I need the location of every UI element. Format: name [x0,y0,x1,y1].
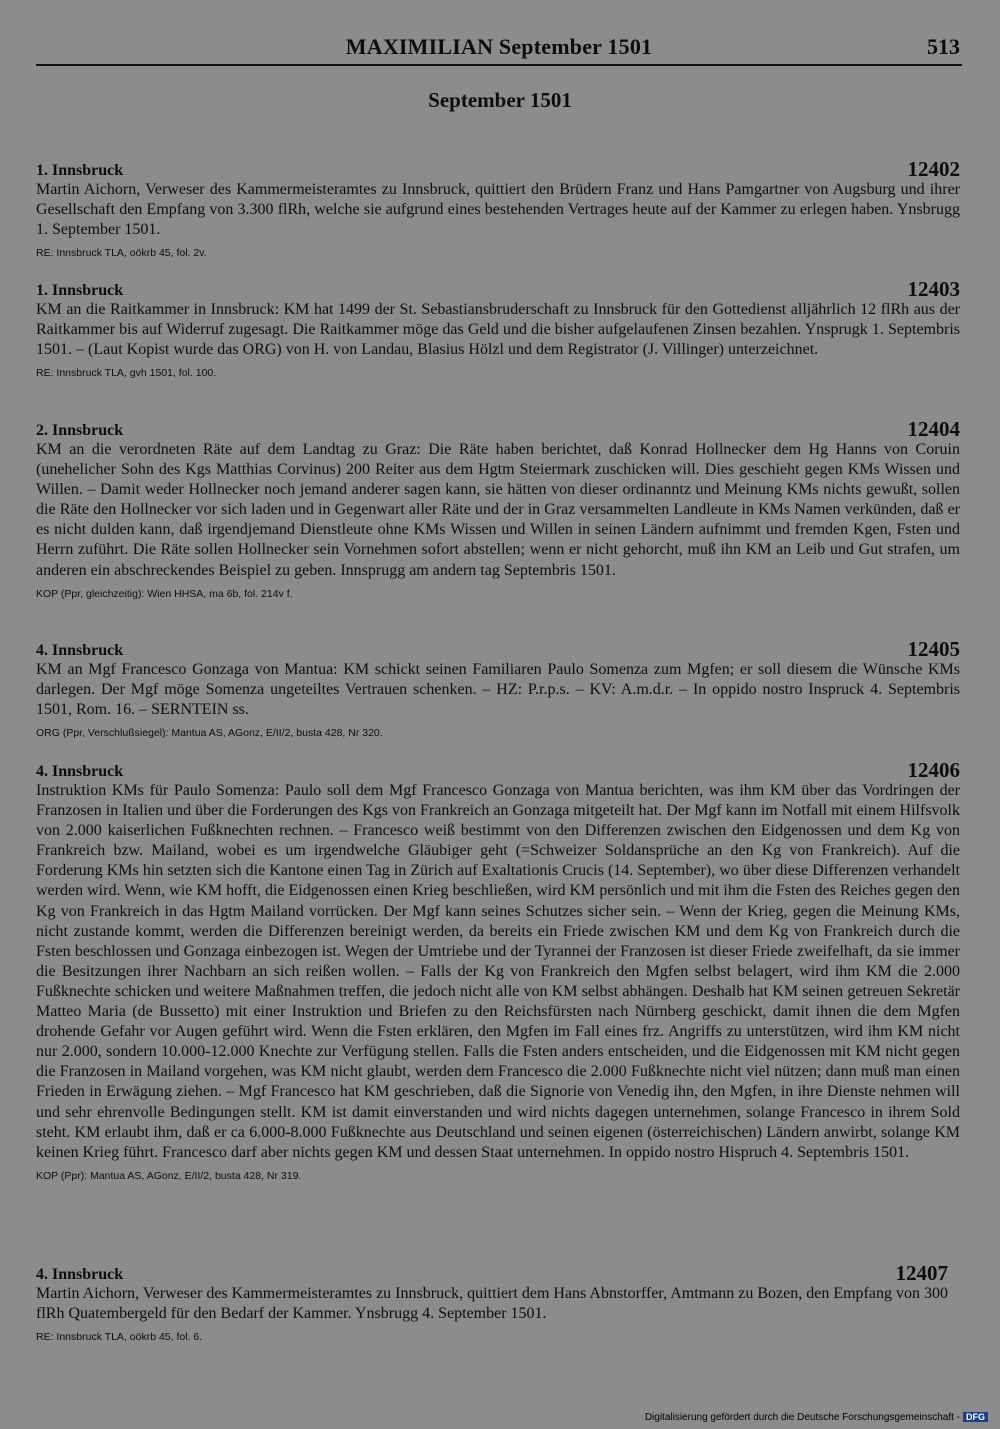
entry-source: KOP (Ppr): Mantua AS, AGonz, E/II/2, busta 428, Nr 319. [36,1169,302,1182]
entry-date-place: 1. Innsbruck [36,282,124,299]
entry-header [36,638,960,660]
entry-date-place: 4. Innsbruck [36,642,124,659]
entry-source: RE: Innsbruck TLA, gvh 1501, fol. 100. [36,367,217,380]
footer-text: Digitalisierung gefördert durch die Deutsche Forschungsgemeinschaft - [644,1412,960,1423]
page-number: 513 [927,34,960,59]
section-title: September 1501 [428,88,572,112]
entry-number: 12403 [907,277,960,301]
entry-text: KM an Mgf Francesco Gonzaga von Mantua: KM schickt seinen Familiaren Paulo Somenza zum Mgfen; er soll diesem die Wünsche KMs darlegen. Der Mgf möge Somenza ungeteiltes Vertrauen schenken. – HZ: P.r.p.s. – KV: A.m.d.r. – In oppido nostro Inspruck 4. Septembris 1501, Rom. 16. – SERNTEIN ss. [36,661,960,719]
entry-header [36,278,960,300]
running-head [36,34,962,66]
regest-entry [36,1262,948,1344]
entry-date-place: 1. Innsbruck [36,162,124,179]
entry-source: RE: Innsbruck TLA, oökrb 45, fol. 2v. [36,247,207,260]
entry-number: 12406 [907,758,960,782]
entry-source: RE: Innsbruck TLA, oökrb 45, fol. 6. [36,1331,203,1344]
entry-header [36,759,960,781]
regest-entry [36,759,960,1183]
entry-number: 12407 [895,1261,948,1285]
entry-text: Instruktion KMs für Paulo Somenza: Paulo soll dem Mgf Francesco Gonzaga von Mantua berichten, was ihm KM über das Vordringen der Franzosen in Italien und über die Forderungen des Kgs von Frankreich an Gonzaga mitgeteilt hat. Der Mgf kann im Notfall mit einem Hilfsvolk von 2.000 kaiserlichen Fußknechten rechnen. – Francesco weiß bestimmt von den Differenzen zwischen den Eidgenossen und dem Kg von Frankreich bzw. Mailand, wobei es um irgendwelche Gläubiger geht (=Schweizer Soldansprüche an den Kg von Frankreich). Auf die Forderung KMs hin setzten sich die Kantone einen Tag in Zürich auf Exaltationis Crucis (14. September), wo über diese Differenzen verhandelt werden wird. Wenn, wie KM hofft, die Eidgenossen einen Krieg beschließen, wird KM persönlich und mit ihm die Fsten des Reiches gegen den Kg von Frankreich in das Hgtm Mailand vorrücken. Der Mgf kann seines Schutzes sicher sein. – Wenn der Krieg, gegen die Meinung KMs, nicht zustande kommt, werden die Differenzen bereinigt werden, da bereits ein Friede zwischen KM und dem Kg von Frankreich durch die Fsten beschlossen und Gonzaga einbezogen ist. Wegen der Umtriebe und der Tyrannei der Franzosen ist dieser Friede zweifelhaft, da sie immer die Besitzungen ihrer Nachbarn an sich reißen wollen. – Falls der Kg von Frankreich den Mgfen selbst belagert, wird ihm KM die 2.000 Fußknechte schicken und weitere Maßnahmen treffen, die jedoch nicht alle von KM selbst abhängen. Deshalb hat KM seinen getreuen Sekretär Matteo Maria (de Bussetto) mit einer Instruktion und Briefen zu den Reichsfürsten nach Nürnberg geschickt, damit ihnen die dem Mgfen drohende Gefahr vor Augen geführt wird. Wenn die Fsten erklären, den Mgfen im Fall eines frz. Angriffs zu unterstützen, wird ihm KM nicht nur 2.000, sondern 10.000-12.000 Knechte zur Verfügung stellen. Falls die Fsten anders entscheiden, und die Eidgenossen mit KM nicht gegen die Franzosen in Mailand vorgehen, was KM nicht glaubt, werden dem Francesco die 2.000 Fußknechte nicht viel nützen; dann muß man einen Frieden in Erwägung ziehen. – Mgf Francesco hat KM geschrieben, daß die Signorie von Venedig ihn, den Mgfen, in ihre Dienste nehmen will und sehr ehrenvolle Bedingungen stellt. KM ist damit einverstanden und wird nichts dagegen unternehmen, solange Francesco in ihrem Sold steht. KM erlaubt ihm, daß er ca 6.000-8.000 Fußknechte aus Deutschland und seinen eigenen (österreichischen) Ländern anwirbt, solange KM keinen Krieg führt. Francesco darf aber nichts gegen KM und dessen Staat unternehmen. In oppido nostro Hispruch 4. Septembris 1501. [36,782,960,1161]
running-title: MAXIMILIAN September 1501 [345,34,653,59]
regest-entry [36,278,960,380]
entry-number: 12404 [907,417,960,441]
entry-date-place: 4. Innsbruck [36,1266,124,1283]
regest-entry [36,418,960,601]
entry-header [36,418,960,440]
entry-number: 12402 [907,157,960,181]
entry-header [36,1262,948,1284]
regest-entry [36,158,960,260]
entry-source: KOP (Ppr, gleichzeitig): Wien HHSA, ma 6b, fol. 214v f. [36,587,293,600]
entry-date-place: 4. Innsbruck [36,763,124,780]
entry-number: 12405 [907,637,960,661]
entry-text: Martin Aichorn, Verweser des Kammermeisteramtes zu Innsbruck, quittiert dem Hans Abnstorffer, Amtmann zu Bozen, den Empfang von 300 flRh Quatembergeld für den Bedarf der Kammer. Ynsbrugg 4. September 1501. [36,1285,948,1323]
entry-header [36,158,960,180]
dfg-logo: DFG [963,1412,988,1422]
entry-text: Martin Aichorn, Verweser des Kammermeisteramtes zu Innsbruck, quittiert den Brüdern Franz und Hans Pamgartner von Augsburg und ihrer Gesellschaft den Empfang von 3.300 flRh, welche sie aufgrund eines bestehenden Vertrages heute auf der Kammer zu erlegen haben. Ynsbrugg 1. September 1501. [36,181,960,239]
entry-text: KM an die Raitkammer in Innsbruck: KM hat 1499 der St. Sebastiansbruderschaft zu Innsbruck für den Gottedienst alljährlich 12 flRh aus der Raitkammer bis auf Widerruf zugesagt. Die Raitkammer möge das Geld und die bisher aufgelaufenen Zinsen bezahlen. Ynsprugk 1. Septembris 1501. – (Laut Kopist wurde das ORG) von H. von Landau, Blasius Hölzl und dem Registrator (J. Villinger) unterzeichnet. [36,301,960,359]
regest-entry [36,638,960,740]
entry-text: KM an die verordneten Räte auf dem Landtag zu Graz: Die Räte haben berichtet, daß Konrad Hollnecker dem Hg Hanns von Coruin (unehelicher Sohn des Kgs Matthias Corvinus) 200 Reiter aus dem Hgtm Steiermark zuschicken will. Dies geschieht gegen KMs Wissen und Willen. – Damit weder Hollnecker noch jemand anderer sagen kann, sie hätten von dieser ordinanntz und Meinung KMs nichts gewußt, sollen die Räte den Hollnecker vor sich laden und in Gegenwart aller Räte und der in Graz versammelten Landleute in KMs Namen verkünden, daß er es nicht dulden kann, daß irgendjemand Dienstleute ohne KMs Wissen und Willen in seinen Ländern aufnimmt und fremden Kgen, Fsten und Herrn zuführt. Die Räte sollen Hollnecker sein Vornehmen sofort abstellen; wenn er nicht gehorcht, muß ihn KM an Leib und Gut strafen, um anderen ein abschreckendes Beispiel zu geben. Innsprugg am andern tag Septembris 1501. [36,441,960,579]
digitization-footer [645,1412,988,1423]
entry-date-place: 2. Innsbruck [36,422,124,439]
entry-source: ORG (Ppr, Verschlußsiegel): Mantua AS, AGonz, E/II/2, busta 428, Nr 320. [36,727,383,740]
